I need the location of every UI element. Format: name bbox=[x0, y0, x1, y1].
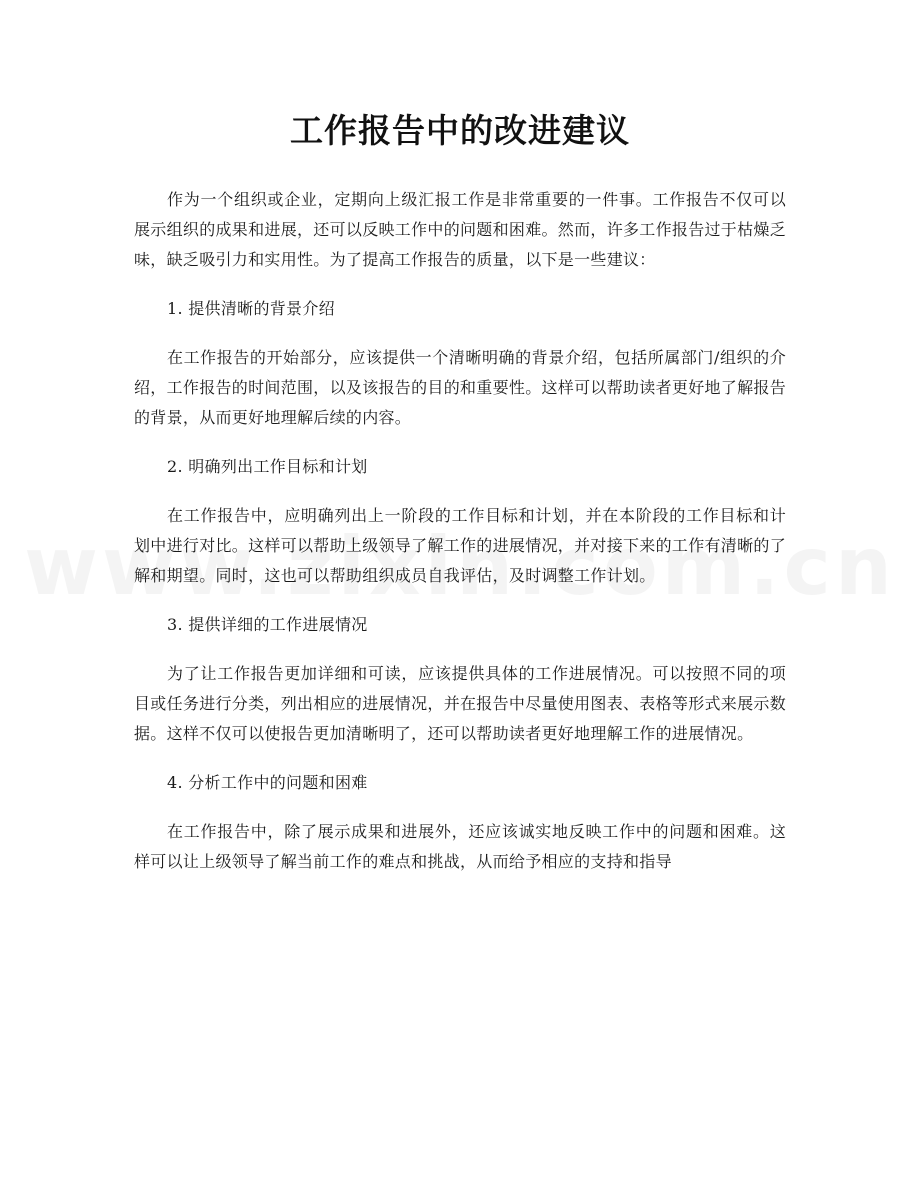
section-paragraph-3: 为了让工作报告更加详细和可读，应该提供具体的工作进展情况。可以按照不同的项目或任务进行分类，列出相应的进展情况，并在报告中尽量使用图表、表格等形式来展示数据。这样不仅可以使报告更加清晰明了，还可以帮助读者更好地理解工作的进展情况。 bbox=[134, 664, 787, 743]
section-heading-1: 1. 提供清晰的背景介绍 bbox=[167, 299, 335, 318]
section-heading-3: 3. 提供详细的工作进展情况 bbox=[167, 615, 368, 634]
document-body bbox=[134, 185, 786, 896]
intro-paragraph: 作为一个组织或企业，定期向上级汇报工作是非常重要的一件事。工作报告不仅可以展示组织的成果和进展，还可以反映工作中的问题和困难。然而，许多工作报告过于枯燥乏味，缺乏吸引力和实用性。为了提高工作报告的质量，以下是一些建议： bbox=[134, 190, 787, 269]
section-paragraph-4: 在工作报告中，除了展示成果和进展外，还应该诚实地反映工作中的问题和困难。这样可以让上级领导了解当前工作的难点和挑战，从而给予相应的支持和指导 bbox=[134, 822, 786, 871]
section-heading-4: 4. 分析工作中的问题和困难 bbox=[167, 773, 368, 792]
section-paragraph-1: 在工作报告的开始部分，应该提供一个清晰明确的背景介绍，包括所属部门/组织的介绍，工作报告的时间范围，以及该报告的目的和重要性。这样可以帮助读者更好地了解报告的背景，从而更好地理解后续的内容。 bbox=[134, 348, 787, 427]
section-heading-2: 2. 明确列出工作目标和计划 bbox=[167, 457, 368, 476]
document-title: 工作报告中的改进建议 bbox=[290, 111, 630, 150]
section-paragraph-2: 在工作报告中，应明确列出上一阶段的工作目标和计划，并在本阶段的工作目标和计划中进行对比。这样可以帮助上级领导了解工作的进展情况，并对接下来的工作有清晰的了解和期望。同时，这也可以帮助组织成员自我评估，及时调整工作计划。 bbox=[134, 506, 787, 585]
